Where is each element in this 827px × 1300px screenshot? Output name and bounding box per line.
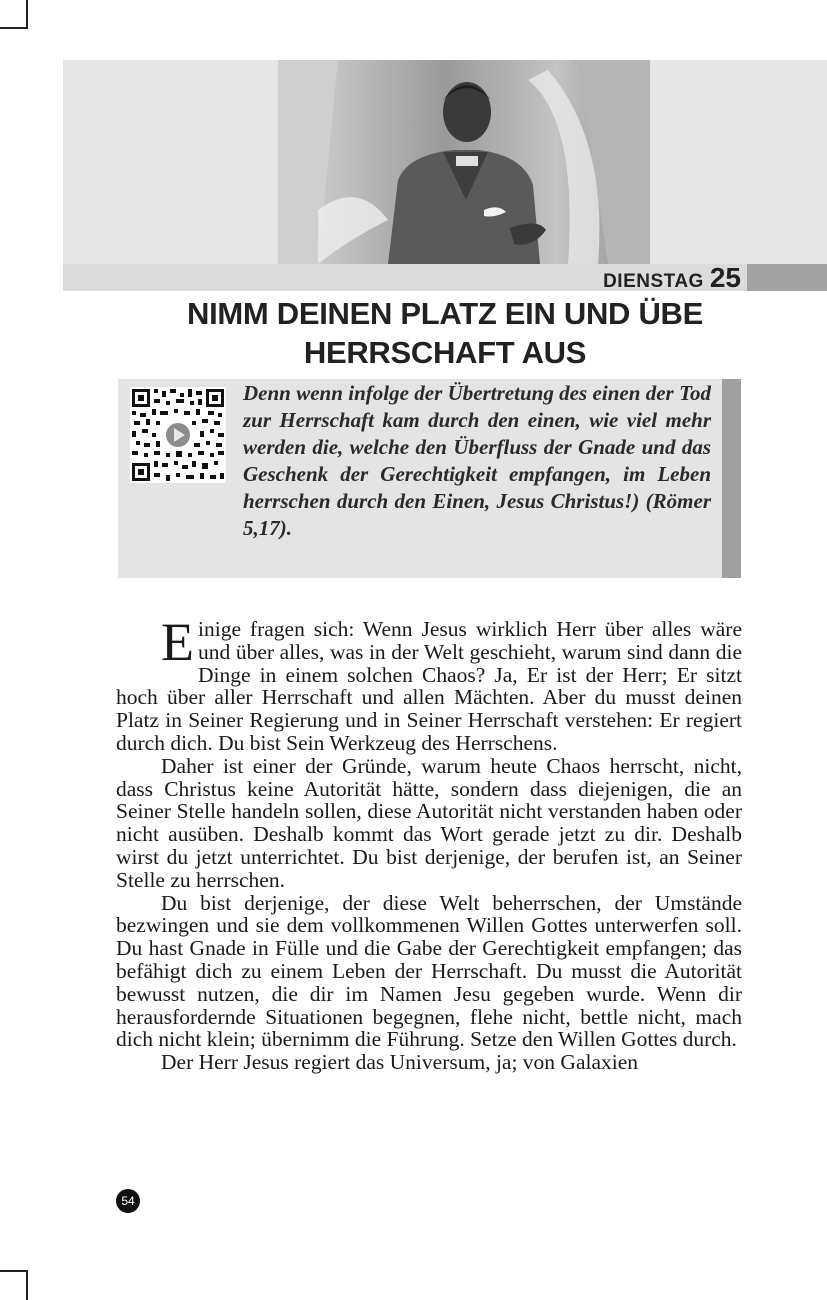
verse-side-bar <box>722 379 741 578</box>
header-photo <box>278 60 650 264</box>
day-label <box>603 262 741 291</box>
title-line-2: HERRSCHAFT AUS <box>303 335 587 370</box>
paragraph-1-text: inige fragen sich: Wenn Jesus wirklich Herr über alles wäre und über alles, was in der Welt geschieht, warum sind dann die Dinge in einem solchen Chaos? Ja, Er ist der Herr; Er sitzt hoch über aller Herrschaft und allen Mächten. Aber du musst deinen Platz in Seiner Regierung und in Seiner Herrschaft verstehen: Er regiert durch dich. Du bist Sein Werkzeug des Herrschens. <box>116 617 742 755</box>
day-number: 25 <box>709 262 741 293</box>
crop-mark-top-horizontal <box>0 27 28 29</box>
day-tab <box>747 264 827 291</box>
page-number: 54 <box>116 1189 140 1213</box>
paragraph-3: Du bist derjenige, der diese Welt beherrschen, der Umstände bezwingen und sie dem vollkommenen Willen Gottes unterwerfen soll. Du hast Gnade in Fülle und die Gabe der Gerechtigkeit empfangen; das befähigt dich zu einem Leben der Herrschaft. Du musst die Autorität bewusst nutzen, die dir im Namen Jesu gegeben wurde. Wenn dir herausfordernde Situationen begegnen, flehe nicht, bettle nicht, mach dich nicht klein; übernimm die Führung. Setze den Willen Gottes durch. <box>116 890 742 1052</box>
day-name: DIENSTAG <box>603 271 704 292</box>
qr-play-icon <box>130 387 226 483</box>
scripture-verse: Denn wenn infolge der Übertretung des einen der Tod zur Herrschaft kam durch den einen, wie viel mehr werden die, welche den Überfluss der Gnade und das Geschenk der Gerechtigkeit empfangen, im Leben herrschen durch den Einen, Jesus Christus!) (Römer 5,17). <box>243 381 711 540</box>
paragraph-4: Der Herr Jesus regiert das Universum, ja; von Galaxien <box>161 1050 639 1075</box>
crop-mark-top-vertical <box>26 0 28 28</box>
crop-mark-bottom-horizontal <box>0 1270 28 1272</box>
title-line-1: NIMM DEINEN PLATZ EIN UND ÜBE <box>187 296 703 331</box>
page-title <box>63 294 827 372</box>
crop-mark-bottom-vertical <box>26 1270 28 1300</box>
preacher-photo-image <box>278 60 650 264</box>
paragraph-2: Daher ist einer der Gründe, warum heute Chaos herrscht, nicht, dass Christus keine Autorität hätte, sondern dass diejenigen, die an Seiner Stelle handeln sollen, diese Autorität nicht verstanden haben oder nicht ausüben. Deshalb kommt das Wort gerade jetzt zu dir. Deshalb wirst du jetzt unterrichtet. Du bist derjenige, der berufen ist, an Seiner Stelle zu herrschen. <box>116 753 742 892</box>
qr-code-icon[interactable] <box>130 387 226 483</box>
drop-cap: E <box>161 612 194 672</box>
devotional-body <box>116 612 742 1075</box>
paragraph-1 <box>116 612 742 755</box>
